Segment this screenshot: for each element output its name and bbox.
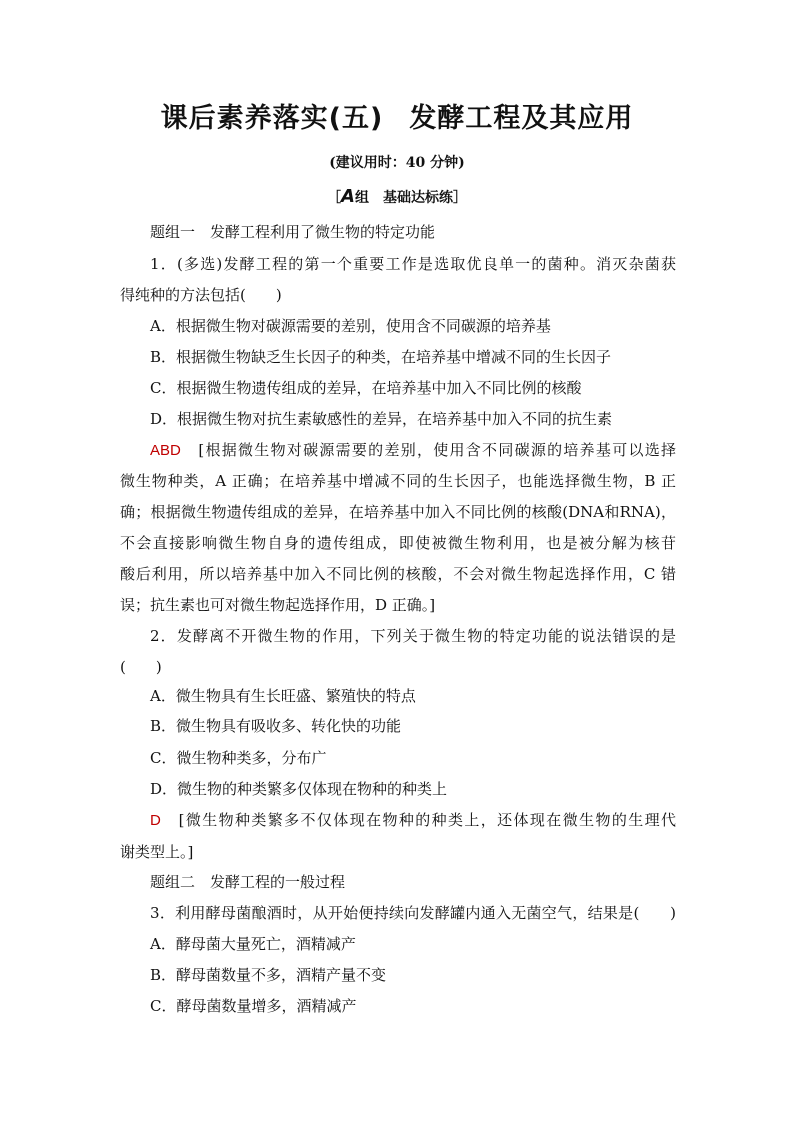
title-right: 发酵工程及其应用 [409, 103, 634, 134]
q2-exp-text1: [微生物种类繁多不仅体现在物种的种类上，还体现在微生物的生理代 [160, 811, 676, 829]
q2-option-b: B．微生物具有吸收多、转化快的功能 [150, 717, 402, 735]
q1-answer: ABD [150, 442, 181, 459]
group-bracket-close: ］ [452, 190, 467, 206]
suggested-time: (建议用时：40 分钟) [329, 155, 465, 171]
q2-answer: D [150, 812, 161, 829]
q3-option-a: A．酵母菌大量死亡，酒精减产 [150, 935, 356, 953]
q1-explanation-line5: 酸后利用，所以培养基中加入不同比例的核酸，不会对微生物起选择作用，C 错 [120, 565, 676, 583]
q1-explanation-line6: 误；抗生素也可对微生物起选择作用，D 正确。] [120, 596, 436, 614]
q1-stem-line1: 1．(多选)发酵工程的第一个重要工作是选取优良单一的菌种。消灭杂菌获 [150, 255, 676, 273]
q2-explanation-line2: 谢类型上。] [120, 843, 194, 861]
q2-option-d: D．微生物的种类繁多仅体现在物种的种类上 [150, 780, 448, 798]
q1-option-b: B．根据微生物缺乏生长因子的种类，在培养基中增减不同的生长因子 [150, 348, 612, 366]
title-left: 课后素养落实(五) [160, 103, 384, 134]
topic-heading-2: 题组二 发酵工程的一般过程 [150, 873, 346, 891]
q1-explanation-line4: 不会直接影响微生物自身的遗传组成，即使被微生物利用，也是被分解为核苷 [120, 534, 676, 552]
q3-stem-line1: 3．利用酵母菌酿酒时，从开始便持续向发酵罐内通入无菌空气，结果是( ) [150, 904, 676, 922]
group-heading [0, 186, 794, 207]
q1-option-d: D．根据微生物对抗生素敏感性的差异，在培养基中加入不同的抗生素 [150, 410, 613, 428]
q1-exp-text1: [根据微生物对碳源需要的差别，使用含不同碳源的培养基可以选择 [180, 441, 676, 459]
q1-explanation-line2: 微生物种类，A 正确；在培养基中增减不同的生长因子，也能选择微生物，B 正 [120, 472, 676, 490]
q1-option-c: C．根据微生物遗传组成的差异，在培养基中加入不同比例的核酸 [150, 379, 582, 397]
q1-option-a: A．根据微生物对碳源需要的差别，使用含不同碳源的培养基 [150, 317, 551, 335]
group-bracket-open: ［ [327, 190, 342, 206]
page-title [0, 96, 794, 135]
q2-explanation-line1 [150, 810, 676, 831]
q2-stem-line1: 2．发酵离不开微生物的作用，下列关于微生物的特定功能的说法错误的是 [150, 627, 676, 645]
q2-option-a: A．微生物具有生长旺盛、繁殖快的特点 [150, 687, 416, 705]
q1-stem-line2: 得纯种的方法包括( ) [120, 286, 282, 304]
q3-option-b: B．酵母菌数量不多，酒精产量不变 [150, 966, 387, 984]
q2-option-c: C．微生物种类多，分布广 [150, 749, 327, 767]
q1-explanation-line3: 确；根据微生物遗传组成的差异，在培养基中加入不同比例的核酸(DNA和RNA)， [120, 503, 676, 521]
q3-option-c: C．酵母菌数量增多，酒精减产 [150, 997, 357, 1015]
q1-explanation-line1 [150, 440, 676, 461]
q2-stem-line2: ( ) [120, 658, 162, 676]
topic-heading-1: 题组一 发酵工程利用了微生物的特定功能 [150, 223, 436, 241]
group-letter: A [341, 186, 355, 207]
group-text: 组 基础达标练 [354, 190, 453, 206]
